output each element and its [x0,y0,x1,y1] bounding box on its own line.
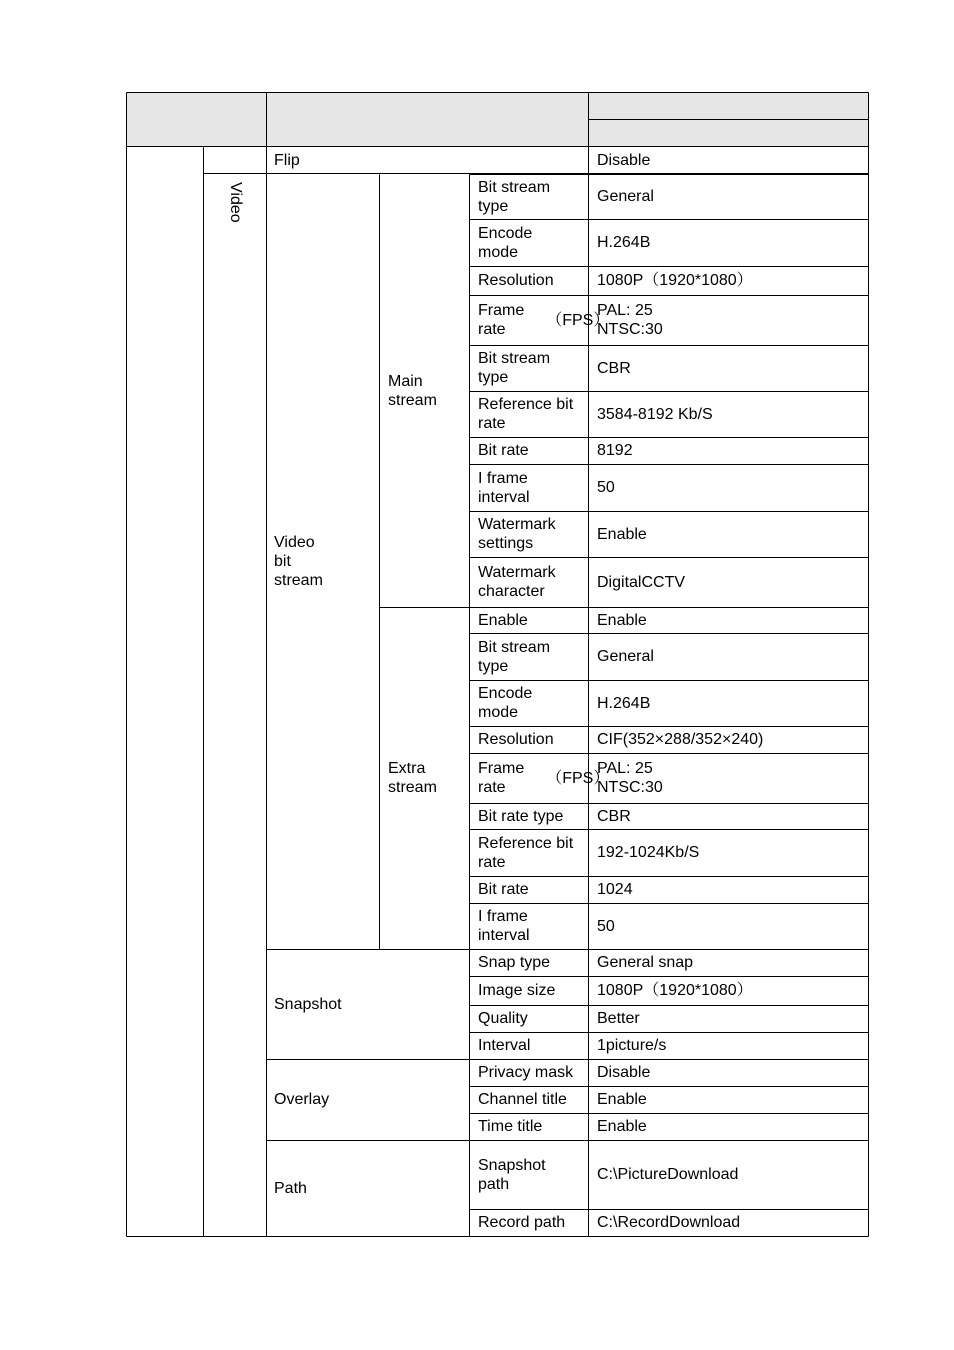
main-stream-param-name: Bit rate [478,442,529,459]
extra-stream-param-value: Enable [597,611,647,629]
extra-stream-param-value: 192-1024Kb/S [597,844,700,861]
main-stream-param-name: I frame interval [478,469,530,506]
extra-stream-param-value: H.264B [597,694,651,712]
extra-stream-label: Extra stream [388,760,437,796]
snapshot-label: Snapshot [274,995,342,1013]
main-stream-param-name: Watermark settings [478,516,556,552]
main-stream-label: Main stream [388,372,437,409]
extra-stream-param-name: Enable [478,611,528,629]
main-stream-param-name: Watermark character [478,564,556,600]
overlay-param-name: Channel title [478,1091,567,1108]
main-stream-param-name: Resolution [478,272,554,289]
main-stream-param-value: DigitalCCTV [597,573,686,591]
path-param-value: C:\PictureDownload [597,1166,739,1183]
extra-stream-param-name: Bit rate type [478,807,564,825]
snapshot-param-value: 1080P（1920*1080） [597,982,753,999]
extra-stream-param-value: PAL: 25 NTSC:30 [597,760,663,796]
extra-stream-param-name: Encode mode [478,685,533,721]
main-stream-param-name: Bit stream type [478,178,551,215]
path-param-value: C:\RecordDownload [597,1214,741,1231]
snapshot-param-name: Snap type [478,954,551,971]
main-stream-param-value: 3584-8192 Kb/S [597,405,713,423]
extra-stream-param-name: I frame interval [478,908,530,944]
main-stream-param-value: General [597,188,654,205]
snapshot-param-name: Interval [478,1037,531,1054]
main-stream-param-value: PAL: 25 NTSC:30 [597,302,663,338]
extra-stream-param-value: General [597,648,654,665]
main-stream-param-name: Encode mode [478,224,533,261]
extra-stream-param-name: Frame rate （FPS） [478,760,610,796]
snapshot-param-value: General snap [597,954,694,971]
main-stream-param-name: Frame rate （FPS） [478,302,610,338]
overlay-param-value: Enable [597,1118,647,1135]
snapshot-param-name: Image size [478,982,556,999]
flip-value: Disable [597,152,651,169]
snapshot-param-value: 1picture/s [597,1037,667,1054]
path-param-name: Record path [478,1214,566,1231]
overlay-param-name: Time title [478,1118,543,1135]
overlay-label: Overlay [274,1091,330,1108]
main-stream-param-name: Bit stream type [478,350,551,386]
overlay-param-name: Privacy mask [478,1064,574,1081]
flip-label: Flip [274,152,300,169]
path-label: Path [274,1179,307,1197]
extra-stream-param-value: 1024 [597,881,633,898]
extra-stream-param-name: Bit stream type [478,638,551,675]
main-stream-param-value: CBR [597,359,631,377]
snapshot-param-value: Better [597,1010,640,1027]
main-stream-param-value: 8192 [597,442,633,459]
main-stream-param-value: Enable [597,525,647,543]
extra-stream-param-name: Reference bit rate [478,834,574,871]
overlay-param-value: Disable [597,1064,651,1081]
main-stream-param-value: 1080P（1920*1080） [597,272,753,289]
main-stream-param-value: 50 [597,479,615,496]
extra-stream-param-value: 50 [597,917,615,935]
section-video-label: Video [227,182,244,223]
video-bit-stream-label: Video bit stream [274,534,323,589]
overlay-param-value: Enable [597,1091,647,1108]
snapshot-param-name: Quality [478,1010,528,1027]
extra-stream-param-name: Bit rate [478,881,529,898]
main-stream-param-value: H.264B [597,234,651,251]
main-stream-param-name: Reference bit rate [478,396,574,432]
extra-stream-param-value: CIF(352×288/352×240) [597,731,764,748]
extra-stream-param-name: Resolution [478,731,554,748]
extra-stream-param-value: CBR [597,807,631,825]
path-param-name: Snapshot path [478,1156,546,1193]
